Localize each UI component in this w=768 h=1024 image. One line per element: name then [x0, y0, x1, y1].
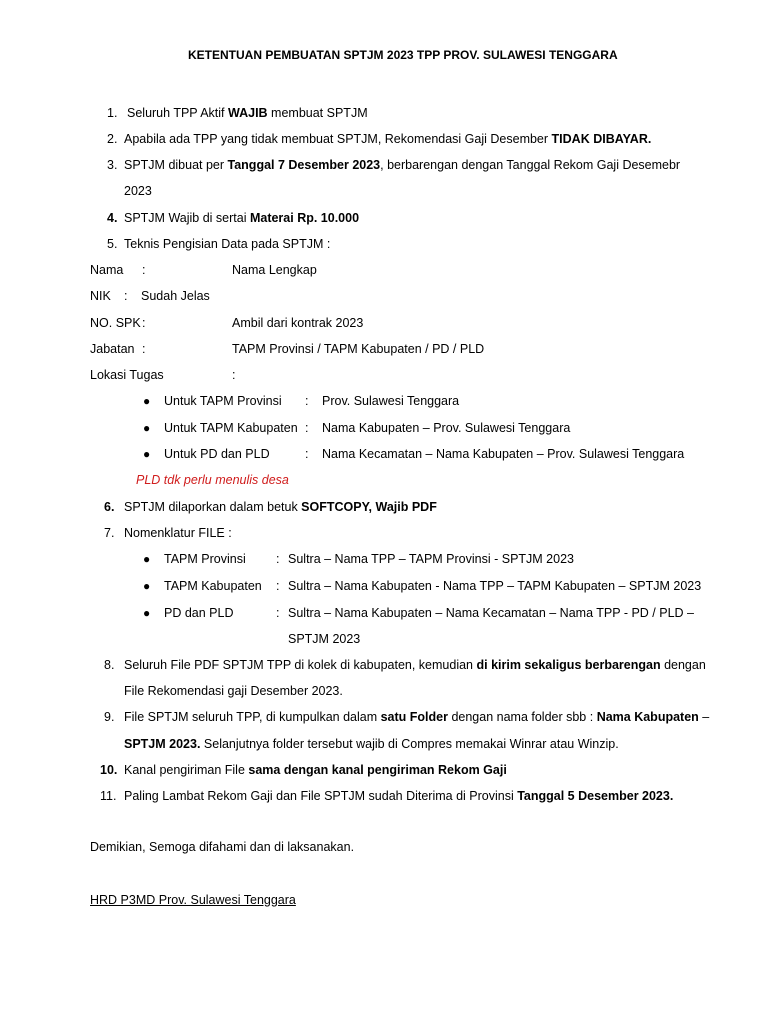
- item-number: 10.: [100, 763, 118, 777]
- field-value: TAPM Provinsi / TAPM Kabupaten / PD / PLD: [232, 342, 485, 356]
- lokasi-label: Untuk TAPM Kabupaten: [164, 421, 298, 435]
- file-label: TAPM Provinsi: [164, 552, 246, 566]
- file-colon: :: [276, 606, 280, 620]
- list-item: SPTJM Wajib di sertai Materai Rp. 10.000: [124, 211, 360, 225]
- lokasi-value: Nama Kecamatan – Nama Kabupaten – Prov. Sulawesi Tenggara: [322, 447, 685, 461]
- lokasi-colon: :: [305, 394, 309, 408]
- item-number: 5.: [107, 237, 118, 251]
- list-item: Seluruh TPP Aktif WAJIB membuat SPTJM: [127, 106, 368, 120]
- field-colon: :: [142, 316, 146, 330]
- field-colon: :: [232, 368, 236, 382]
- list-item: Nomenklatur FILE :: [124, 526, 232, 540]
- item-number: 2.: [107, 132, 118, 146]
- bullet-icon: ●: [143, 552, 151, 566]
- list-item: SPTJM dibuat per Tanggal 7 Desember 2023, berbarengan dengan Tanggal Rekom Gaji Desemebr: [124, 158, 681, 172]
- list-item: File SPTJM seluruh TPP, di kumpulkan dalam satu Folder dengan nama folder sbb : Nama Kabupaten –: [124, 710, 710, 724]
- file-value: Sultra – Nama TPP – TAPM Provinsi - SPTJM 2023: [288, 552, 574, 566]
- bullet-icon: ●: [143, 606, 151, 620]
- field-label: NIK: [90, 289, 111, 303]
- list-item: Seluruh File PDF SPTJM TPP di kolek di kabupaten, kemudian di kirim sekaligus berbarengan dengan: [124, 658, 706, 672]
- bullet-icon: ●: [143, 394, 151, 408]
- document-title: KETENTUAN PEMBUATAN SPTJM 2023 TPP PROV. SULAWESI TENGGARA: [188, 48, 618, 62]
- list-item: Apabila ada TPP yang tidak membuat SPTJM, Rekomendasi Gaji Desember TIDAK DIBAYAR.: [124, 132, 652, 146]
- field-value: Ambil dari kontrak 2023: [232, 316, 364, 330]
- field-label: Nama: [90, 263, 124, 277]
- field-label: Lokasi Tugas: [90, 368, 164, 382]
- list-item: Paling Lambat Rekom Gaji dan File SPTJM sudah Diterima di Provinsi Tanggal 5 Desember 2023.: [124, 789, 674, 803]
- list-item: Kanal pengiriman File sama dengan kanal pengiriman Rekom Gaji: [124, 763, 507, 777]
- field-value: Sudah Jelas: [141, 289, 210, 303]
- list-item: Teknis Pengisian Data pada SPTJM :: [124, 237, 331, 251]
- field-colon: :: [124, 289, 128, 303]
- signature: HRD P3MD Prov. Sulawesi Tenggara: [90, 893, 296, 907]
- closing-text: Demikian, Semoga difahami dan di laksanakan.: [90, 840, 355, 854]
- lokasi-value: Nama Kabupaten – Prov. Sulawesi Tenggara: [322, 421, 571, 435]
- item-number: 3.: [107, 158, 118, 172]
- item-number: 7.: [104, 526, 115, 540]
- field-label: NO. SPK: [90, 316, 141, 330]
- list-item-continuation: SPTJM 2023. Selanjutnya folder tersebut wajib di Compres memakai Winrar atau Winzip.: [124, 737, 619, 751]
- file-label: TAPM Kabupaten: [164, 579, 262, 593]
- lokasi-colon: :: [305, 447, 309, 461]
- item-number: 9.: [104, 710, 115, 724]
- file-colon: :: [276, 579, 280, 593]
- field-colon: :: [142, 342, 146, 356]
- lokasi-value: Prov. Sulawesi Tenggara: [322, 394, 460, 408]
- file-label: PD dan PLD: [164, 606, 234, 620]
- field-value: Nama Lengkap: [232, 263, 317, 277]
- field-label: Jabatan: [90, 342, 135, 356]
- lokasi-label: Untuk PD dan PLD: [164, 447, 270, 461]
- list-item: SPTJM dilaporkan dalam betuk SOFTCOPY, Wajib PDF: [124, 500, 437, 514]
- file-value: Sultra – Nama Kabupaten – Nama Kecamatan – Nama TPP - PD / PLD –: [288, 606, 694, 620]
- pld-note: PLD tdk perlu menulis desa: [136, 473, 289, 487]
- lokasi-colon: :: [305, 421, 309, 435]
- list-item-continuation: 2023: [124, 184, 152, 198]
- file-value-continuation: SPTJM 2023: [288, 632, 361, 646]
- bullet-icon: ●: [143, 579, 151, 593]
- list-item-continuation: File Rekomendasi gaji Desember 2023.: [124, 684, 343, 698]
- item-number: 6.: [104, 500, 115, 514]
- bullet-icon: ●: [143, 421, 151, 435]
- item-number: 1.: [107, 106, 118, 120]
- field-colon: :: [142, 263, 146, 277]
- file-colon: :: [276, 552, 280, 566]
- lokasi-label: Untuk TAPM Provinsi: [164, 394, 282, 408]
- file-value: Sultra – Nama Kabupaten - Nama TPP – TAPM Kabupaten – SPTJM 2023: [288, 579, 702, 593]
- item-number: 4.: [107, 211, 118, 225]
- item-number: 11.: [100, 789, 117, 803]
- item-number: 8.: [104, 658, 115, 672]
- bullet-icon: ●: [143, 447, 151, 461]
